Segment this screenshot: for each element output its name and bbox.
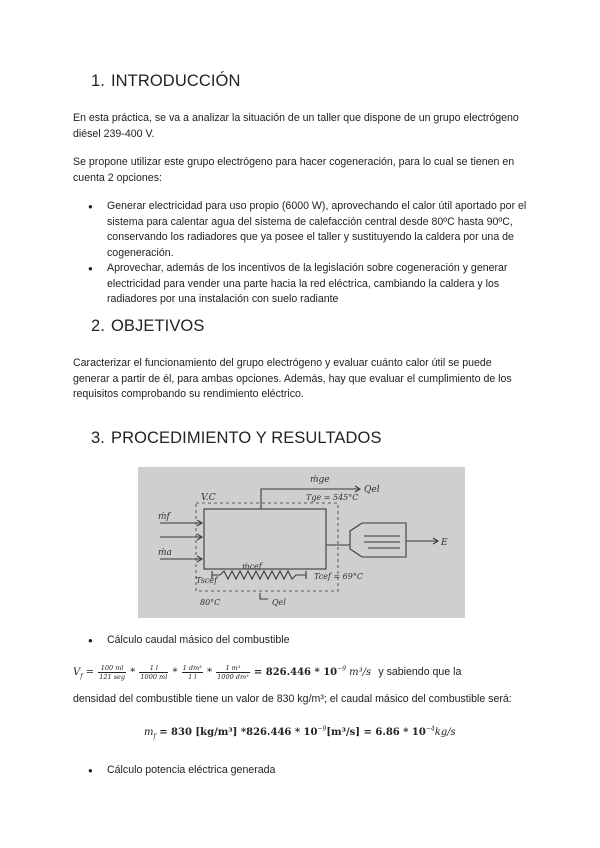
label-tscef-value: 80°C: [200, 598, 221, 607]
diagram-svg: [138, 467, 465, 618]
label-qel-bottom: Qel: [272, 598, 286, 607]
engine-box: [204, 509, 326, 569]
section-heading-objetivos: 2. OBJETIVOS: [91, 317, 205, 335]
intro-paragraph-1: En esta práctica, se va a analizar la situación de un taller que dispone de un grupo electrógeno diésel 239-400 V.: [73, 112, 519, 140]
label-tge: Tge = 545°C: [306, 493, 359, 502]
label-mge: ṁge: [310, 475, 330, 485]
cogeneration-diagram: [138, 467, 465, 618]
section-heading-procedimiento: 3. PROCEDIMIENTO Y RESULTADOS: [91, 429, 382, 447]
density-paragraph: densidad del combustible tiene un valor de 830 kg/m³; el caudal másico del combustible será:: [73, 693, 512, 705]
section-heading-intro: 1. INTRODUCCIÓN: [91, 72, 241, 90]
fraction: $\frac{\text{1 dm³}}{1 l}$: [182, 664, 202, 681]
list-item: ● Aprovechar, además de los incentivos de la legislación sobre cogeneración y generar electricidad para vender una parte hacia la red eléctrica, cambiando la caldera y los radiadores por una instalación con suelo radiante: [88, 261, 528, 308]
procedure-bullet-2: [88, 763, 528, 779]
fraction: $\frac{100 ml}{\text{121 seg}}$: [99, 664, 126, 681]
equation-volume-flow: $V_f$ = $\frac{100 ml}{\text{121 seg}}$ * $\frac{1 l}{1000 ml}$ * $\frac{\text{1 dm³}}{1 l}$ * $\frac{\text{1 m³}}{\text{1000 dm³}}$ = $826.446 * 10^{-9}$ m³/s y sabiendo que la: [73, 664, 462, 681]
list-item: ● Cálculo potencia eléctrica generada: [88, 763, 528, 779]
label-tscef: Tscef: [196, 576, 218, 585]
label-qel-top: Qel: [364, 485, 380, 495]
intro-bullet-list: [88, 199, 528, 308]
label-mf: ṁf: [158, 512, 170, 522]
procedure-bullet-1: [88, 633, 528, 649]
label-mcef: ṁcef: [242, 562, 262, 571]
label-vc: V.C: [201, 493, 216, 503]
fraction: $\frac{1 l}{1000 ml}$: [140, 664, 168, 681]
list-item: ● Cálculo caudal másico del combustible: [88, 633, 528, 649]
list-item: ● Generar electricidad para uso propio (6000 W), aprovechando el calor útil aportado por el sistema para calentar agua del sistema de calefacción central desde 80ºC hasta 90ºC, conservando los radiadores que ya posee el taller y sustituyendo la caldera por una de cogeneración.: [88, 199, 528, 261]
label-tcef: Tcef = 69°C: [314, 572, 363, 581]
equation-mass-flow: $m_f = 830$ [kg/m³] $*826.446 * 10^{-9}[m^3/s] = 6.86 * 10^{-4}kg/s$: [144, 725, 456, 740]
label-ma: ṁa: [158, 548, 172, 558]
intro-paragraph-2: Se propone utilizar este grupo electrógeno para hacer cogeneración, para lo cual se tienen en cuenta 2 opciones:: [73, 156, 515, 184]
objetivos-paragraph: Caracterizar el funcionamiento del grupo electrógeno y evaluar cuánto calor útil se puede generar a partir de él, para ambas opciones. Además, hay que evaluar el cumplimiento de los requisitos comprobando su rendimiento eléctrico.: [73, 357, 512, 400]
label-e: E: [441, 538, 448, 548]
fraction: $\frac{\text{1 m³}}{\text{1000 dm³}}$: [217, 664, 249, 681]
